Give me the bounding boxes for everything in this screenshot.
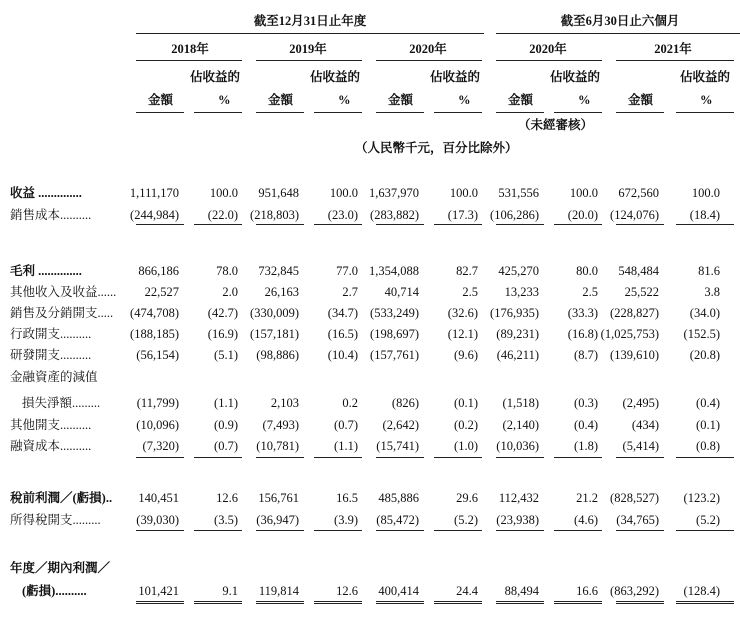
pct-header-line1: 佔收益的 [679, 70, 730, 84]
amount-cell: (34,765) [616, 513, 659, 527]
percent-cell: (0.8) [696, 439, 720, 453]
amount-cell: 13,233 [504, 285, 539, 299]
amount-cell: 22,527 [144, 285, 179, 299]
row-label: 銷售成本.......... [10, 208, 92, 222]
subtotal-rule [676, 224, 734, 225]
amount-cell: 26,163 [264, 285, 299, 299]
row-label: 金融資產的減值 [10, 370, 98, 384]
column-rule [256, 112, 304, 113]
subtotal-rule [376, 530, 424, 531]
period-header-2018: 2018年 [171, 42, 209, 56]
amount-cell: (10,036) [496, 439, 539, 453]
percent-cell: (3.9) [334, 513, 358, 527]
percent-cell: 16.5 [336, 491, 358, 505]
amount-cell: (198,697) [370, 327, 419, 341]
subtotal-rule [434, 457, 482, 458]
percent-cell: 3.8 [704, 285, 720, 299]
column-rule [616, 112, 664, 113]
row-label: 收益 .............. [10, 186, 82, 200]
amount-header: 金額 [508, 93, 534, 107]
percent-cell: (1.0) [454, 439, 478, 453]
percent-cell: (1.1) [334, 439, 358, 453]
period-rule [616, 60, 734, 61]
subtotal-rule [256, 530, 304, 531]
amount-header: 金額 [628, 93, 654, 107]
period-rule [136, 60, 242, 61]
percent-cell: (123.2) [683, 491, 720, 505]
amount-cell: (330,009) [250, 306, 299, 320]
amount-cell: (5,414) [622, 439, 659, 453]
percent-cell: (16.9) [207, 327, 238, 341]
percent-cell: 24.4 [456, 584, 478, 598]
subtotal-rule [136, 530, 184, 531]
amount-cell: (2,495) [622, 396, 659, 410]
amount-cell: 951,648 [258, 186, 299, 200]
pct-header-line2: % [700, 93, 713, 107]
row-label: 所得稅開支......... [10, 513, 101, 527]
column-rule [136, 112, 184, 113]
column-rule [496, 112, 544, 113]
percent-cell: (5.2) [696, 513, 720, 527]
row-label: (虧損).......... [22, 584, 87, 598]
subtotal-rule [554, 457, 602, 458]
amount-cell: (157,181) [250, 327, 299, 341]
subtotal-rule [136, 224, 184, 225]
total-double-rule [496, 601, 544, 604]
period-header-2019: 2019年 [289, 42, 327, 56]
percent-cell: 80.0 [576, 264, 598, 278]
percent-cell: (20.8) [689, 348, 720, 362]
amount-cell: (10,096) [136, 418, 179, 432]
percent-cell: 78.0 [216, 264, 238, 278]
total-double-rule [256, 601, 304, 604]
percent-cell: 16.6 [576, 584, 598, 598]
amount-cell: (863,292) [610, 584, 659, 598]
percent-cell: (32.6) [447, 306, 478, 320]
subtotal-rule [314, 457, 362, 458]
percent-cell: (0.1) [454, 396, 478, 410]
percent-cell: (34.0) [689, 306, 720, 320]
amount-cell: (7,320) [142, 439, 179, 453]
amount-cell: 732,845 [258, 264, 299, 278]
percent-cell: (5.2) [454, 513, 478, 527]
total-double-rule [676, 601, 734, 604]
subtotal-rule [616, 530, 664, 531]
subtotal-rule [676, 457, 734, 458]
amount-cell: 101,421 [138, 584, 179, 598]
row-label: 稅前利潤／(虧損).. [10, 491, 113, 505]
percent-cell: 82.7 [456, 264, 478, 278]
percent-cell: (8.7) [574, 348, 598, 362]
percent-cell: 12.6 [216, 491, 238, 505]
amount-cell: (46,211) [496, 348, 539, 362]
percent-cell: (17.3) [447, 208, 478, 222]
amount-cell: (15,741) [376, 439, 419, 453]
percent-cell: (23.0) [327, 208, 358, 222]
period-rule [256, 60, 362, 61]
percent-cell: 100.0 [449, 186, 478, 200]
subtotal-rule [314, 530, 362, 531]
percent-cell: (0.1) [696, 418, 720, 432]
amount-cell: 531,556 [498, 186, 539, 200]
percent-cell: 21.2 [576, 491, 598, 505]
subtotal-rule [136, 457, 184, 458]
percent-cell: (0.4) [574, 418, 598, 432]
subtotal-rule [194, 530, 242, 531]
row-label: 損失淨額......... [22, 396, 101, 410]
amount-cell: (244,984) [130, 208, 179, 222]
amount-cell: 1,354,088 [369, 264, 419, 278]
percent-cell: (0.7) [214, 439, 238, 453]
amount-cell: (98,886) [256, 348, 299, 362]
amount-cell: (11,799) [136, 396, 179, 410]
amount-cell: (7,493) [262, 418, 299, 432]
amount-cell: (36,947) [256, 513, 299, 527]
amount-header: 金額 [268, 93, 294, 107]
period-rule [376, 60, 482, 61]
percent-cell: (42.7) [207, 306, 238, 320]
subtotal-rule [496, 224, 544, 225]
percent-cell: 100.0 [569, 186, 598, 200]
subtotal-rule [194, 457, 242, 458]
percent-cell: 2.5 [582, 285, 598, 299]
row-label: 研發開支.......... [10, 348, 92, 362]
percent-cell: (1.8) [574, 439, 598, 453]
units-note: （人民幣千元，百分比除外） [355, 141, 518, 155]
percent-cell: 29.6 [456, 491, 478, 505]
percent-cell: (9.6) [454, 348, 478, 362]
percent-cell: (20.0) [567, 208, 598, 222]
amount-cell: (434) [631, 418, 659, 432]
group-header-half-rule [496, 33, 740, 34]
amount-cell: 866,186 [138, 264, 179, 278]
percent-cell: 2.0 [222, 285, 238, 299]
amount-cell: 485,886 [378, 491, 419, 505]
group-header-year-rule [136, 33, 484, 34]
percent-cell: 9.1 [222, 584, 238, 598]
column-rule [314, 112, 362, 113]
percent-cell: (1.1) [214, 396, 238, 410]
percent-cell: (22.0) [207, 208, 238, 222]
column-rule [376, 112, 424, 113]
period-header-2020: 2020年 [409, 42, 447, 56]
subtotal-rule [616, 457, 664, 458]
subtotal-rule [314, 224, 362, 225]
amount-cell: (106,286) [490, 208, 539, 222]
amount-cell: (56,154) [136, 348, 179, 362]
subtotal-rule [554, 530, 602, 531]
amount-cell: 1,637,970 [369, 186, 419, 200]
unaudited-note: （未經審核） [518, 118, 594, 132]
percent-cell: (4.6) [574, 513, 598, 527]
percent-cell: 2.5 [462, 285, 478, 299]
amount-header: 金額 [388, 93, 414, 107]
amount-cell: 88,494 [504, 584, 539, 598]
pct-header-line1: 佔收益的 [429, 70, 480, 84]
amount-cell: (826) [391, 396, 419, 410]
total-double-rule [616, 601, 664, 604]
amount-header: 金額 [148, 93, 174, 107]
amount-cell: (2,140) [502, 418, 539, 432]
amount-cell: (157,761) [370, 348, 419, 362]
percent-cell: 2.7 [342, 285, 358, 299]
pct-header-line2: % [218, 93, 231, 107]
subtotal-rule [676, 530, 734, 531]
subtotal-rule [616, 224, 664, 225]
subtotal-rule [376, 224, 424, 225]
column-rule [554, 112, 602, 113]
amount-cell: (218,803) [250, 208, 299, 222]
pct-header-line1: 佔收益的 [309, 70, 360, 84]
row-label: 其他收入及收益...... [10, 285, 117, 299]
percent-cell: (34.7) [327, 306, 358, 320]
amount-cell: 400,414 [378, 584, 419, 598]
pct-header-line1: 佔收益的 [189, 70, 240, 84]
row-label: 行政開支.......... [10, 327, 92, 341]
amount-cell: (176,935) [490, 306, 539, 320]
amount-cell: 140,451 [138, 491, 179, 505]
pct-header-line1: 佔收益的 [549, 70, 600, 84]
period-rule [496, 60, 602, 61]
percent-cell: (152.5) [683, 327, 720, 341]
row-label: 其他開支.......... [10, 418, 92, 432]
amount-cell: 672,560 [618, 186, 659, 200]
amount-cell: (188,185) [130, 327, 179, 341]
percent-cell: (12.1) [447, 327, 478, 341]
amount-cell: (2,642) [382, 418, 419, 432]
amount-cell: 25,522 [624, 285, 659, 299]
row-label: 毛利 .............. [10, 264, 82, 278]
total-double-rule [554, 601, 602, 604]
row-label: 銷售及分銷開支..... [10, 306, 114, 320]
subtotal-rule [554, 224, 602, 225]
percent-cell: 77.0 [336, 264, 358, 278]
column-rule [676, 112, 734, 113]
percent-cell: 0.2 [342, 396, 358, 410]
amount-cell: 2,103 [270, 396, 299, 410]
subtotal-rule [256, 224, 304, 225]
amount-cell: 1,111,170 [129, 186, 179, 200]
amount-cell: (283,882) [370, 208, 419, 222]
percent-cell: (10.4) [327, 348, 358, 362]
subtotal-rule [496, 457, 544, 458]
percent-cell: (0.4) [696, 396, 720, 410]
period-header-2021-h1: 2021年 [654, 42, 692, 56]
amount-cell: 548,484 [618, 264, 659, 278]
column-rule [434, 112, 482, 113]
percent-cell: (33.3) [567, 306, 598, 320]
amount-cell: 156,761 [258, 491, 299, 505]
percent-cell: 100.0 [209, 186, 238, 200]
amount-cell: (23,938) [496, 513, 539, 527]
percent-cell: (0.7) [334, 418, 358, 432]
amount-cell: (533,249) [370, 306, 419, 320]
percent-cell: (0.3) [574, 396, 598, 410]
amount-cell: (1,025,753) [600, 327, 659, 341]
percent-cell: 12.6 [336, 584, 358, 598]
percent-cell: 100.0 [329, 186, 358, 200]
amount-cell: (10,781) [256, 439, 299, 453]
amount-cell: (124,076) [610, 208, 659, 222]
total-double-rule [194, 601, 242, 604]
percent-cell: (0.9) [214, 418, 238, 432]
subtotal-rule [256, 457, 304, 458]
percent-cell: (16.5) [327, 327, 358, 341]
amount-cell: (474,708) [130, 306, 179, 320]
total-double-rule [136, 601, 184, 604]
amount-cell: (85,472) [376, 513, 419, 527]
subtotal-rule [194, 224, 242, 225]
amount-cell: 425,270 [498, 264, 539, 278]
percent-cell: (5.1) [214, 348, 238, 362]
percent-cell: (0.2) [454, 418, 478, 432]
percent-cell: 81.6 [698, 264, 720, 278]
amount-cell: 112,432 [498, 491, 539, 505]
subtotal-rule [434, 530, 482, 531]
period-header-2020-h1: 2020年 [529, 42, 567, 56]
amount-cell: (139,610) [610, 348, 659, 362]
amount-cell: (89,231) [496, 327, 539, 341]
amount-cell: 40,714 [384, 285, 419, 299]
subtotal-rule [496, 530, 544, 531]
percent-cell: 100.0 [691, 186, 720, 200]
percent-cell: (128.4) [683, 584, 720, 598]
group-header-half: 截至6月30日止六個月 [560, 14, 680, 28]
amount-cell: (228,827) [610, 306, 659, 320]
percent-cell: (16.8) [567, 327, 598, 341]
row-label: 融資成本.......... [10, 439, 92, 453]
amount-cell: (1,518) [502, 396, 539, 410]
subtotal-rule [376, 457, 424, 458]
pct-header-line2: % [458, 93, 471, 107]
column-rule [194, 112, 242, 113]
percent-cell: (18.4) [689, 208, 720, 222]
total-double-rule [376, 601, 424, 604]
pct-header-line2: % [578, 93, 591, 107]
pct-header-line2: % [338, 93, 351, 107]
amount-cell: (828,527) [610, 491, 659, 505]
total-double-rule [314, 601, 362, 604]
total-double-rule [434, 601, 482, 604]
group-header-year: 截至12月31日止年度 [253, 14, 367, 28]
row-label: 年度／期內利潤／ [10, 561, 111, 575]
percent-cell: (3.5) [214, 513, 238, 527]
amount-cell: (39,030) [136, 513, 179, 527]
amount-cell: 119,814 [258, 584, 299, 598]
subtotal-rule [434, 224, 482, 225]
